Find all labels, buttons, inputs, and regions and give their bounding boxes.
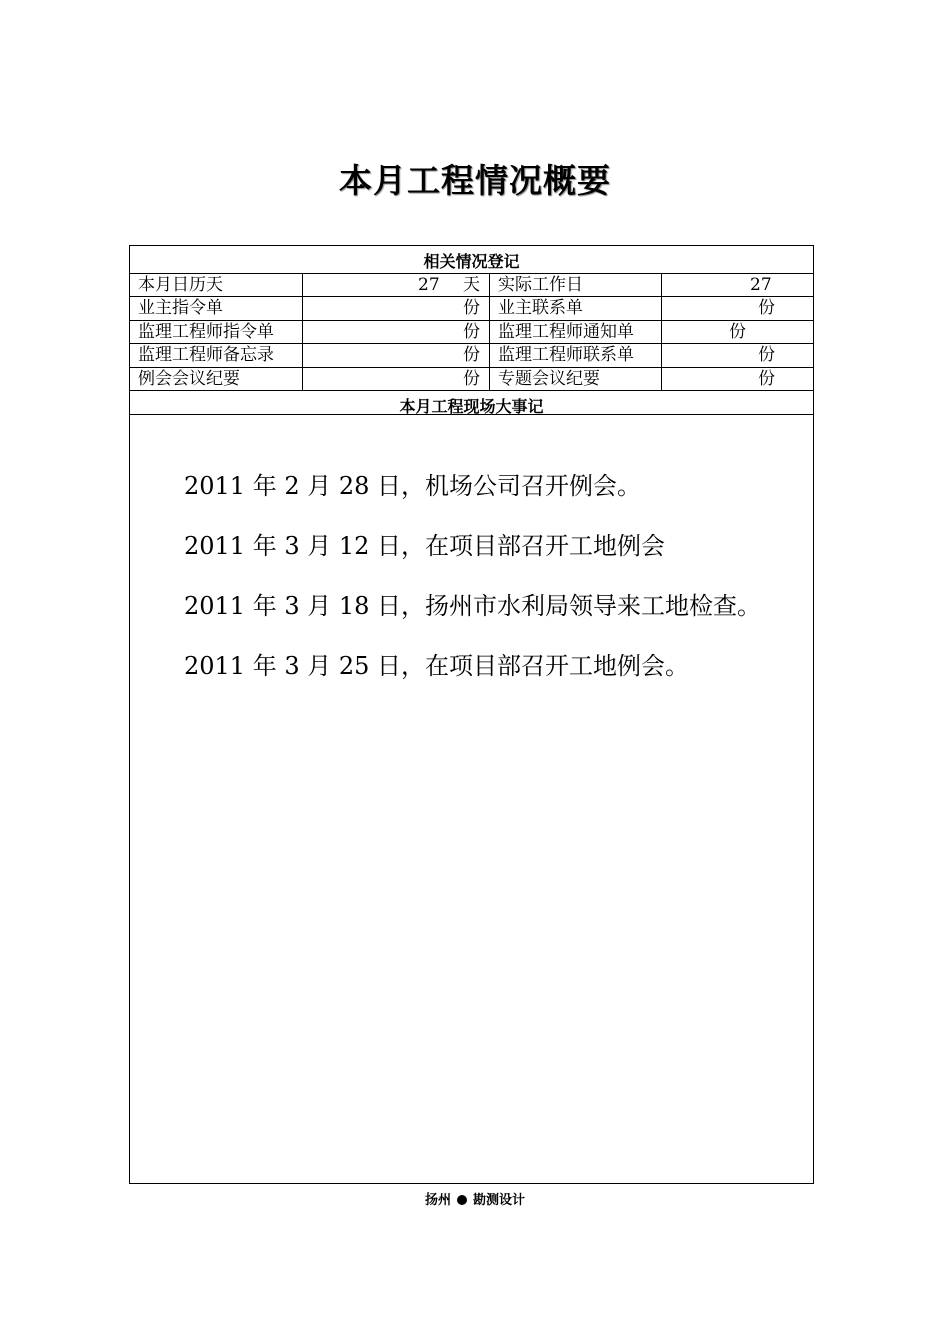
unit-supervisor-notice: 份: [729, 322, 746, 342]
footer: [0, 1189, 950, 1208]
event-item: 2011 年 2 月 28 日，机场公司召开例会。: [184, 472, 642, 500]
unit-supervisor-memo: 份: [463, 345, 480, 365]
page-title: 本月工程情况概要: [339, 161, 611, 200]
events-list: [184, 471, 761, 711]
unit-owner-instruction: 份: [463, 298, 480, 318]
footer-city: 扬州: [424, 1193, 451, 1208]
label-owner-contact: 业主联系单: [498, 298, 583, 318]
unit-regular-meeting-minutes: 份: [463, 369, 480, 389]
label-calendar-days: 本月日历天: [138, 275, 223, 295]
label-supervisor-notice: 监理工程师通知单: [498, 322, 634, 342]
label-owner-instruction: 业主指令单: [138, 298, 223, 318]
label-regular-meeting-minutes: 例会会议纪要: [138, 369, 240, 389]
unit-supervisor-contact: 份: [758, 345, 775, 365]
unit-owner-contact: 份: [758, 298, 775, 318]
event-item: 2011 年 3 月 12 日，在项目部召开工地例会: [184, 532, 666, 560]
label-supervisor-contact: 监理工程师联系单: [498, 345, 634, 365]
label-special-meeting-minutes: 专题会议纪要: [498, 369, 600, 389]
label-supervisor-instruction: 监理工程师指令单: [138, 322, 274, 342]
event-item: 2011 年 3 月 25 日，在项目部召开工地例会。: [184, 652, 690, 680]
report-frame: [129, 245, 814, 1184]
events-header: 本月工程现场大事记: [399, 397, 544, 416]
unit-special-meeting-minutes: 份: [758, 369, 775, 389]
label-supervisor-memo: 监理工程师备忘录: [138, 345, 274, 365]
label-working-days: 实际工作日: [498, 275, 583, 295]
footer-company: 勘测设计: [473, 1193, 526, 1208]
registry-header: 相关情况登记: [423, 252, 520, 271]
unit-calendar-days: 天: [463, 275, 480, 295]
event-item: 2011 年 3 月 18 日，扬州市水利局领导来工地检查。: [184, 592, 762, 620]
value-calendar-days: 27: [418, 275, 440, 295]
value-working-days: 27: [750, 275, 772, 295]
bullet-icon: [457, 1195, 467, 1205]
unit-supervisor-instruction: 份: [463, 322, 480, 342]
